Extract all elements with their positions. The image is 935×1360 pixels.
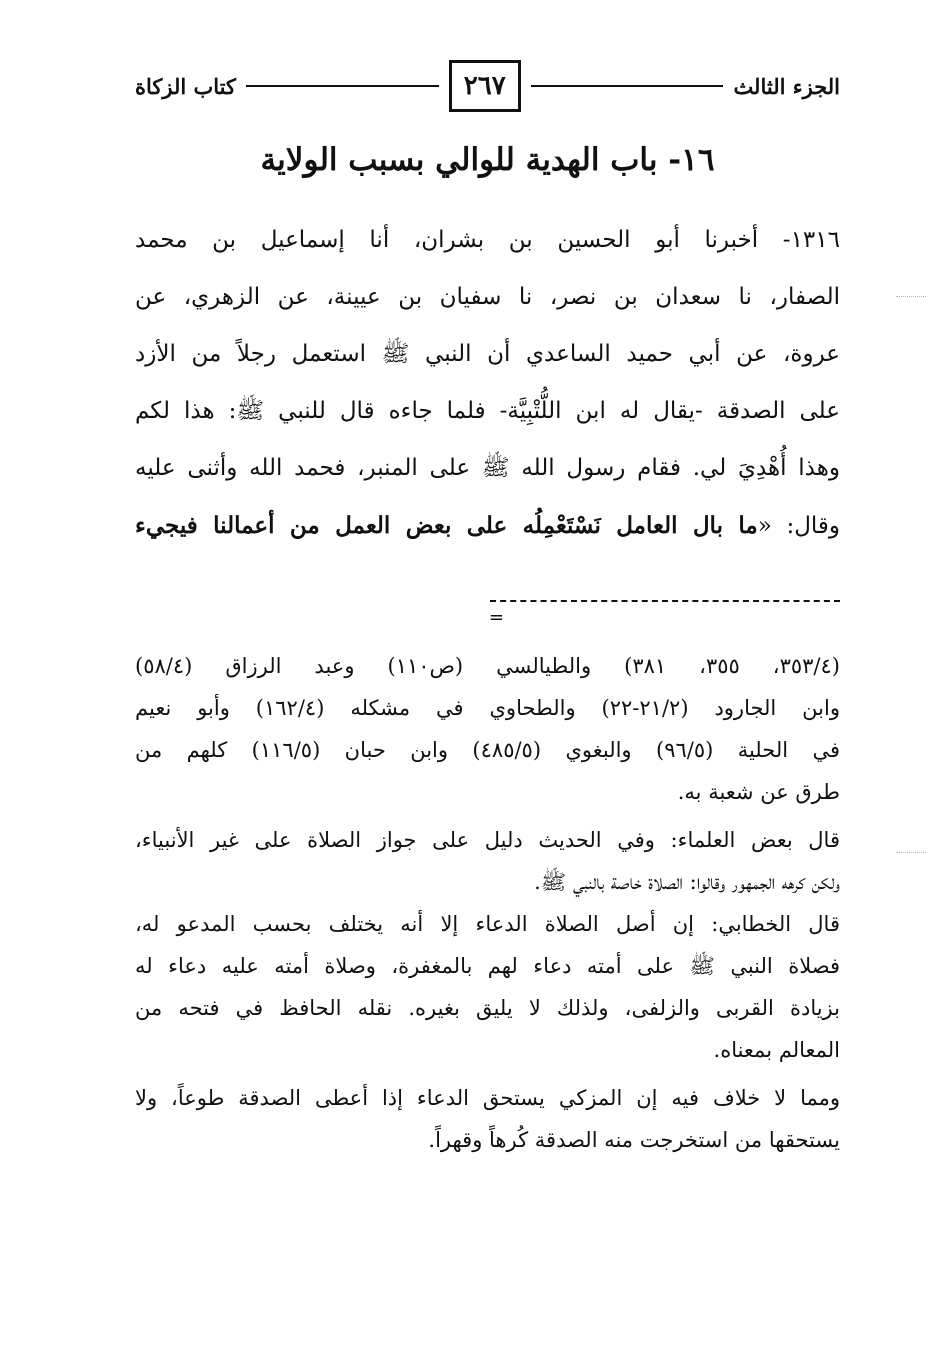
divider-rule — [490, 600, 840, 602]
running-header — [135, 58, 840, 114]
footnote-line: وابن الجارود (٢١/٢-٢٢) والطحاوي في مشكله (١٦٢/٤) وأبو نعيم — [135, 696, 840, 720]
footnote-divider — [490, 600, 840, 626]
footnote-line: قال بعض العلماء: وفي الحديث دليل على جواز الصلاة على غير الأنبياء، — [135, 828, 840, 852]
footnote-line: يستحقها من استخرجت منه الصدقة كُرهاً وقهراً. — [428, 1128, 840, 1152]
footnote-line: فصلاة النبي ﷺ على أمته دعاء لهم بالمغفرة، وصلاة أمته عليه دعاء له — [135, 954, 840, 978]
main-text-line: على الصدقة -يقال له ابن اللُّتْبِيَّة- فلما جاءه قال للنبي ﷺ: هذا لكم — [135, 398, 840, 424]
hadith-quote: ما بال العامل نَسْتَعْمِلُه على بعض العمل من أعمالنا فيجيء — [135, 512, 758, 539]
main-text-line: وهذا أُهْدِيَ لي. فقام رسول الله ﷺ على المنبر، فحمد الله وأثنى عليه — [135, 455, 840, 481]
chapter-title: ١٦- باب الهدية للوالي بسبب الولاية — [260, 142, 715, 178]
footnote-block — [135, 819, 840, 903]
header-rule-left — [246, 85, 439, 87]
footnote-line: طرق عن شعبة به. — [677, 780, 840, 804]
footnote-line: قال الخطابي: إن أصل الصلاة الدعاء إلا أنه يختلف بحسب المدعو له، — [135, 912, 840, 936]
footnote-line: ولكن كرهه الجمهور وقالوا: الصلاة خاصة بالنبي ﷺ. — [534, 870, 840, 894]
continuation-mark: = — [488, 607, 504, 628]
footnote-block — [135, 903, 840, 1071]
main-text-line: ١٣١٦- أخبرنا أبو الحسين بن بشران، أنا إسماعيل بن محمد — [135, 227, 840, 253]
footnote-line: المعالم بمعناه. — [713, 1038, 840, 1062]
main-text-line: عروة، عن أبي حميد الساعدي أن النبي ﷺ استعمل رجلاً من الأزد — [135, 341, 840, 367]
footnote-line: في الحلية (٩٦/٥) والبغوي (٤٨٥/٥) وابن حبان (١١٦/٥) كلهم من — [135, 738, 840, 762]
margin-scan-mark — [896, 852, 926, 853]
book-section-label: كتاب الزكاة — [134, 73, 237, 99]
footnote-line: (٣٥٣/٤، ٣٥٥، ٣٨١) والطيالسي (ص١١٠) وعبد الرزاق (٥٨/٤) — [135, 654, 840, 678]
header-rule-right — [531, 85, 724, 87]
footnotes — [135, 645, 840, 1161]
page-number: ٢٦٧ — [449, 60, 521, 112]
footnote-line: بزيادة القربى والزلفى، ولذلك لا يليق بغيره. نقله الحافظ في فتحه من — [135, 996, 840, 1020]
margin-scan-mark — [896, 296, 926, 297]
volume-label: الجزء الثالث — [733, 73, 840, 99]
footnote-line: ومما لا خلاف فيه إن المزكي يستحق الدعاء إذا أعطى الصدقة طوعاً، ولا — [135, 1086, 840, 1110]
main-text-line — [135, 497, 840, 555]
footnote-block — [135, 1077, 840, 1161]
main-text — [135, 212, 840, 555]
footnote-block — [135, 645, 840, 813]
quote-opening: وقال: « — [757, 513, 840, 539]
main-text-line: الصفار، نا سعدان بن نصر، نا سفيان بن عيينة، عن الزهري، عن — [135, 284, 840, 310]
